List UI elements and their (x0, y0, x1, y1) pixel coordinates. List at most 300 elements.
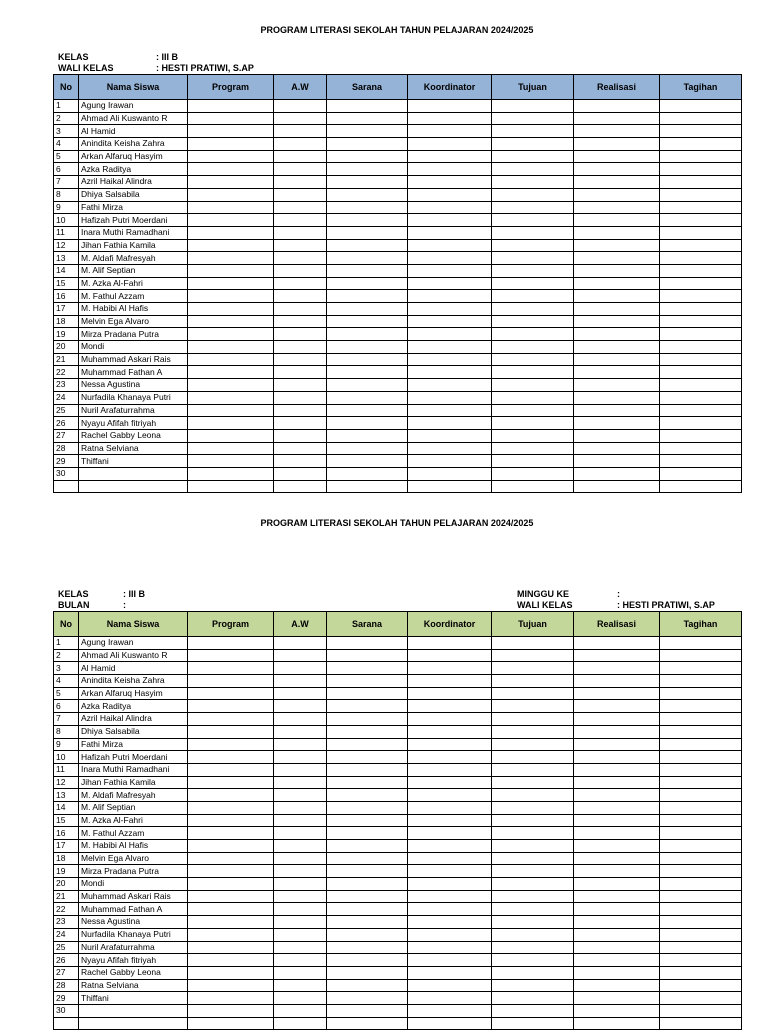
program-cell[interactable] (188, 201, 274, 214)
a-w-cell[interactable] (274, 725, 327, 738)
tujuan-cell[interactable] (492, 239, 574, 252)
sarana-cell[interactable] (327, 417, 408, 430)
tagihan-cell[interactable] (660, 713, 742, 726)
sarana-cell[interactable] (327, 341, 408, 354)
tujuan-cell[interactable] (492, 112, 574, 125)
tujuan-cell[interactable] (492, 391, 574, 404)
empty-cell[interactable] (79, 1017, 188, 1030)
tagihan-cell[interactable] (660, 239, 742, 252)
koordinator-cell[interactable] (408, 125, 492, 138)
koordinator-cell[interactable] (408, 252, 492, 265)
sarana-cell[interactable] (327, 814, 408, 827)
sarana-cell[interactable] (327, 176, 408, 189)
realisasi-cell[interactable] (574, 201, 660, 214)
program-cell[interactable] (188, 226, 274, 239)
empty-cell[interactable] (408, 1017, 492, 1030)
tujuan-cell[interactable] (492, 176, 574, 189)
student-name-cell[interactable]: Fathi Mirza (79, 201, 188, 214)
empty-cell[interactable] (274, 480, 327, 493)
tagihan-cell[interactable] (660, 429, 742, 442)
sarana-cell[interactable] (327, 662, 408, 675)
student-name-cell[interactable]: Nyayu Afifah fitriyah (79, 954, 188, 967)
tagihan-cell[interactable] (660, 315, 742, 328)
program-cell[interactable] (188, 341, 274, 354)
realisasi-cell[interactable] (574, 315, 660, 328)
a-w-cell[interactable] (274, 814, 327, 827)
sarana-cell[interactable] (327, 138, 408, 151)
sarana-cell[interactable] (327, 840, 408, 853)
program-cell[interactable] (188, 675, 274, 688)
realisasi-cell[interactable] (574, 687, 660, 700)
student-name-cell[interactable]: Mirza Pradana Putra (79, 865, 188, 878)
sarana-cell[interactable] (327, 239, 408, 252)
student-name-cell[interactable]: Thiffani (79, 455, 188, 468)
a-w-cell[interactable] (274, 878, 327, 891)
tujuan-cell[interactable] (492, 1004, 574, 1017)
student-name-cell[interactable]: Agung Irawan (79, 100, 188, 113)
realisasi-cell[interactable] (574, 954, 660, 967)
tujuan-cell[interactable] (492, 979, 574, 992)
realisasi-cell[interactable] (574, 188, 660, 201)
tujuan-cell[interactable] (492, 366, 574, 379)
tagihan-cell[interactable] (660, 455, 742, 468)
tagihan-cell[interactable] (660, 277, 742, 290)
tagihan-cell[interactable] (660, 700, 742, 713)
student-name-cell[interactable]: Hafizah Putri Moerdani (79, 751, 188, 764)
koordinator-cell[interactable] (408, 315, 492, 328)
a-w-cell[interactable] (274, 315, 327, 328)
sarana-cell[interactable] (327, 201, 408, 214)
student-name-cell[interactable]: M. Aldafi Mafresyah (79, 252, 188, 265)
a-w-cell[interactable] (274, 391, 327, 404)
a-w-cell[interactable] (274, 801, 327, 814)
student-name-cell[interactable]: Inara Muthi Ramadhani (79, 226, 188, 239)
a-w-cell[interactable] (274, 264, 327, 277)
realisasi-cell[interactable] (574, 814, 660, 827)
realisasi-cell[interactable] (574, 675, 660, 688)
student-name-cell[interactable]: Mirza Pradana Putra (79, 328, 188, 341)
koordinator-cell[interactable] (408, 890, 492, 903)
koordinator-cell[interactable] (408, 328, 492, 341)
tujuan-cell[interactable] (492, 814, 574, 827)
a-w-cell[interactable] (274, 252, 327, 265)
student-name-cell[interactable]: Hafizah Putri Moerdani (79, 214, 188, 227)
student-name-cell[interactable]: Nurfadila Khanaya Putri (79, 391, 188, 404)
program-cell[interactable] (188, 467, 274, 480)
koordinator-cell[interactable] (408, 687, 492, 700)
tagihan-cell[interactable] (660, 341, 742, 354)
a-w-cell[interactable] (274, 328, 327, 341)
program-cell[interactable] (188, 176, 274, 189)
realisasi-cell[interactable] (574, 264, 660, 277)
tagihan-cell[interactable] (660, 138, 742, 151)
koordinator-cell[interactable] (408, 366, 492, 379)
a-w-cell[interactable] (274, 916, 327, 929)
a-w-cell[interactable] (274, 637, 327, 650)
empty-cell[interactable] (79, 480, 188, 493)
empty-cell[interactable] (188, 480, 274, 493)
tujuan-cell[interactable] (492, 442, 574, 455)
koordinator-cell[interactable] (408, 903, 492, 916)
tujuan-cell[interactable] (492, 840, 574, 853)
realisasi-cell[interactable] (574, 941, 660, 954)
tujuan-cell[interactable] (492, 637, 574, 650)
student-name-cell[interactable]: Azka Raditya (79, 163, 188, 176)
koordinator-cell[interactable] (408, 150, 492, 163)
student-name-cell[interactable]: Rachel Gabby Leona (79, 429, 188, 442)
empty-cell[interactable] (660, 480, 742, 493)
empty-cell[interactable] (660, 1017, 742, 1030)
tujuan-cell[interactable] (492, 429, 574, 442)
sarana-cell[interactable] (327, 429, 408, 442)
program-cell[interactable] (188, 366, 274, 379)
tujuan-cell[interactable] (492, 700, 574, 713)
tagihan-cell[interactable] (660, 252, 742, 265)
program-cell[interactable] (188, 637, 274, 650)
tujuan-cell[interactable] (492, 455, 574, 468)
tagihan-cell[interactable] (660, 150, 742, 163)
koordinator-cell[interactable] (408, 404, 492, 417)
program-cell[interactable] (188, 1004, 274, 1017)
tujuan-cell[interactable] (492, 776, 574, 789)
student-name-cell[interactable]: Mondi (79, 878, 188, 891)
tujuan-cell[interactable] (492, 252, 574, 265)
a-w-cell[interactable] (274, 112, 327, 125)
student-name-cell[interactable]: Anindita Keisha Zahra (79, 138, 188, 151)
tagihan-cell[interactable] (660, 928, 742, 941)
sarana-cell[interactable] (327, 687, 408, 700)
a-w-cell[interactable] (274, 662, 327, 675)
a-w-cell[interactable] (274, 366, 327, 379)
student-name-cell[interactable]: Fathi Mirza (79, 738, 188, 751)
realisasi-cell[interactable] (574, 827, 660, 840)
student-name-cell[interactable]: Ratna Selviana (79, 442, 188, 455)
empty-cell[interactable] (54, 480, 79, 493)
program-cell[interactable] (188, 725, 274, 738)
realisasi-cell[interactable] (574, 789, 660, 802)
a-w-cell[interactable] (274, 776, 327, 789)
program-cell[interactable] (188, 163, 274, 176)
program-cell[interactable] (188, 353, 274, 366)
student-name-cell[interactable]: Melvin Ega Alvaro (79, 852, 188, 865)
student-name-cell[interactable]: Melvin Ega Alvaro (79, 315, 188, 328)
a-w-cell[interactable] (274, 827, 327, 840)
student-name-cell[interactable]: Arkan Alfaruq Hasyim (79, 150, 188, 163)
a-w-cell[interactable] (274, 675, 327, 688)
koordinator-cell[interactable] (408, 112, 492, 125)
a-w-cell[interactable] (274, 992, 327, 1005)
a-w-cell[interactable] (274, 687, 327, 700)
program-cell[interactable] (188, 763, 274, 776)
tagihan-cell[interactable] (660, 264, 742, 277)
a-w-cell[interactable] (274, 379, 327, 392)
realisasi-cell[interactable] (574, 391, 660, 404)
student-name-cell[interactable]: Al Hamid (79, 125, 188, 138)
program-cell[interactable] (188, 966, 274, 979)
a-w-cell[interactable] (274, 738, 327, 751)
tagihan-cell[interactable] (660, 979, 742, 992)
a-w-cell[interactable] (274, 214, 327, 227)
a-w-cell[interactable] (274, 903, 327, 916)
koordinator-cell[interactable] (408, 239, 492, 252)
sarana-cell[interactable] (327, 751, 408, 764)
tujuan-cell[interactable] (492, 675, 574, 688)
student-name-cell[interactable]: Nessa Agustina (79, 916, 188, 929)
realisasi-cell[interactable] (574, 328, 660, 341)
sarana-cell[interactable] (327, 878, 408, 891)
tujuan-cell[interactable] (492, 789, 574, 802)
tagihan-cell[interactable] (660, 662, 742, 675)
koordinator-cell[interactable] (408, 865, 492, 878)
tagihan-cell[interactable] (660, 214, 742, 227)
sarana-cell[interactable] (327, 188, 408, 201)
student-name-cell[interactable]: Nurfadila Khanaya Putri (79, 928, 188, 941)
tujuan-cell[interactable] (492, 878, 574, 891)
empty-cell[interactable] (492, 1017, 574, 1030)
realisasi-cell[interactable] (574, 100, 660, 113)
student-name-cell[interactable]: M. Fathul Azzam (79, 290, 188, 303)
koordinator-cell[interactable] (408, 713, 492, 726)
koordinator-cell[interactable] (408, 163, 492, 176)
a-w-cell[interactable] (274, 201, 327, 214)
tagihan-cell[interactable] (660, 789, 742, 802)
sarana-cell[interactable] (327, 941, 408, 954)
koordinator-cell[interactable] (408, 776, 492, 789)
koordinator-cell[interactable] (408, 941, 492, 954)
student-name-cell[interactable]: Azril Haikal Alindra (79, 713, 188, 726)
tagihan-cell[interactable] (660, 353, 742, 366)
sarana-cell[interactable] (327, 675, 408, 688)
tagihan-cell[interactable] (660, 100, 742, 113)
realisasi-cell[interactable] (574, 366, 660, 379)
tagihan-cell[interactable] (660, 776, 742, 789)
program-cell[interactable] (188, 125, 274, 138)
program-cell[interactable] (188, 315, 274, 328)
tagihan-cell[interactable] (660, 226, 742, 239)
tagihan-cell[interactable] (660, 751, 742, 764)
tagihan-cell[interactable] (660, 188, 742, 201)
koordinator-cell[interactable] (408, 214, 492, 227)
sarana-cell[interactable] (327, 865, 408, 878)
sarana-cell[interactable] (327, 890, 408, 903)
realisasi-cell[interactable] (574, 865, 660, 878)
a-w-cell[interactable] (274, 150, 327, 163)
koordinator-cell[interactable] (408, 763, 492, 776)
tagihan-cell[interactable] (660, 417, 742, 430)
student-name-cell[interactable]: Nessa Agustina (79, 379, 188, 392)
sarana-cell[interactable] (327, 738, 408, 751)
empty-cell[interactable] (327, 480, 408, 493)
program-cell[interactable] (188, 738, 274, 751)
tagihan-cell[interactable] (660, 840, 742, 853)
tujuan-cell[interactable] (492, 290, 574, 303)
program-cell[interactable] (188, 404, 274, 417)
sarana-cell[interactable] (327, 649, 408, 662)
tujuan-cell[interactable] (492, 827, 574, 840)
tagihan-cell[interactable] (660, 442, 742, 455)
koordinator-cell[interactable] (408, 391, 492, 404)
tagihan-cell[interactable] (660, 112, 742, 125)
koordinator-cell[interactable] (408, 277, 492, 290)
program-cell[interactable] (188, 303, 274, 316)
tagihan-cell[interactable] (660, 391, 742, 404)
koordinator-cell[interactable] (408, 100, 492, 113)
tujuan-cell[interactable] (492, 150, 574, 163)
student-name-cell[interactable]: Nuril Arafaturrahma (79, 941, 188, 954)
tagihan-cell[interactable] (660, 303, 742, 316)
koordinator-cell[interactable] (408, 637, 492, 650)
program-cell[interactable] (188, 903, 274, 916)
realisasi-cell[interactable] (574, 455, 660, 468)
koordinator-cell[interactable] (408, 878, 492, 891)
student-name-cell[interactable]: Dhiya Salsabila (79, 725, 188, 738)
program-cell[interactable] (188, 890, 274, 903)
tagihan-cell[interactable] (660, 827, 742, 840)
tagihan-cell[interactable] (660, 404, 742, 417)
program-cell[interactable] (188, 713, 274, 726)
student-name-cell[interactable]: Inara Muthi Ramadhani (79, 763, 188, 776)
empty-cell[interactable] (408, 480, 492, 493)
program-cell[interactable] (188, 649, 274, 662)
student-name-cell[interactable]: Muhammad Fathan A (79, 366, 188, 379)
sarana-cell[interactable] (327, 150, 408, 163)
sarana-cell[interactable] (327, 700, 408, 713)
realisasi-cell[interactable] (574, 353, 660, 366)
realisasi-cell[interactable] (574, 429, 660, 442)
sarana-cell[interactable] (327, 379, 408, 392)
tagihan-cell[interactable] (660, 379, 742, 392)
a-w-cell[interactable] (274, 404, 327, 417)
student-name-cell[interactable]: Ratna Selviana (79, 979, 188, 992)
tujuan-cell[interactable] (492, 687, 574, 700)
a-w-cell[interactable] (274, 277, 327, 290)
tagihan-cell[interactable] (660, 637, 742, 650)
program-cell[interactable] (188, 865, 274, 878)
program-cell[interactable] (188, 264, 274, 277)
sarana-cell[interactable] (327, 979, 408, 992)
sarana-cell[interactable] (327, 801, 408, 814)
koordinator-cell[interactable] (408, 467, 492, 480)
realisasi-cell[interactable] (574, 662, 660, 675)
program-cell[interactable] (188, 455, 274, 468)
student-name-cell[interactable]: Jihan Fathia Kamila (79, 776, 188, 789)
realisasi-cell[interactable] (574, 852, 660, 865)
tujuan-cell[interactable] (492, 763, 574, 776)
sarana-cell[interactable] (327, 303, 408, 316)
empty-cell[interactable] (327, 1017, 408, 1030)
student-name-cell[interactable]: Jihan Fathia Kamila (79, 239, 188, 252)
student-name-cell[interactable]: M. Habibi Al Hafis (79, 303, 188, 316)
student-name-cell[interactable]: Anindita Keisha Zahra (79, 675, 188, 688)
koordinator-cell[interactable] (408, 1004, 492, 1017)
program-cell[interactable] (188, 214, 274, 227)
sarana-cell[interactable] (327, 455, 408, 468)
tagihan-cell[interactable] (660, 649, 742, 662)
program-cell[interactable] (188, 328, 274, 341)
sarana-cell[interactable] (327, 328, 408, 341)
tagihan-cell[interactable] (660, 725, 742, 738)
tujuan-cell[interactable] (492, 163, 574, 176)
realisasi-cell[interactable] (574, 417, 660, 430)
realisasi-cell[interactable] (574, 801, 660, 814)
sarana-cell[interactable] (327, 226, 408, 239)
a-w-cell[interactable] (274, 239, 327, 252)
tujuan-cell[interactable] (492, 467, 574, 480)
tujuan-cell[interactable] (492, 277, 574, 290)
tujuan-cell[interactable] (492, 188, 574, 201)
realisasi-cell[interactable] (574, 1004, 660, 1017)
student-name-cell[interactable]: Rachel Gabby Leona (79, 966, 188, 979)
a-w-cell[interactable] (274, 954, 327, 967)
tujuan-cell[interactable] (492, 954, 574, 967)
tujuan-cell[interactable] (492, 890, 574, 903)
tujuan-cell[interactable] (492, 214, 574, 227)
program-cell[interactable] (188, 391, 274, 404)
tujuan-cell[interactable] (492, 341, 574, 354)
sarana-cell[interactable] (327, 277, 408, 290)
tujuan-cell[interactable] (492, 649, 574, 662)
koordinator-cell[interactable] (408, 852, 492, 865)
tagihan-cell[interactable] (660, 201, 742, 214)
tujuan-cell[interactable] (492, 100, 574, 113)
student-name-cell[interactable]: Muhammad Askari Rais (79, 353, 188, 366)
program-cell[interactable] (188, 112, 274, 125)
realisasi-cell[interactable] (574, 467, 660, 480)
tujuan-cell[interactable] (492, 379, 574, 392)
koordinator-cell[interactable] (408, 751, 492, 764)
tagihan-cell[interactable] (660, 890, 742, 903)
realisasi-cell[interactable] (574, 928, 660, 941)
a-w-cell[interactable] (274, 713, 327, 726)
realisasi-cell[interactable] (574, 214, 660, 227)
program-cell[interactable] (188, 954, 274, 967)
a-w-cell[interactable] (274, 649, 327, 662)
realisasi-cell[interactable] (574, 725, 660, 738)
koordinator-cell[interactable] (408, 801, 492, 814)
empty-cell[interactable] (188, 1017, 274, 1030)
realisasi-cell[interactable] (574, 916, 660, 929)
a-w-cell[interactable] (274, 789, 327, 802)
tagihan-cell[interactable] (660, 687, 742, 700)
koordinator-cell[interactable] (408, 379, 492, 392)
koordinator-cell[interactable] (408, 649, 492, 662)
a-w-cell[interactable] (274, 852, 327, 865)
tagihan-cell[interactable] (660, 903, 742, 916)
a-w-cell[interactable] (274, 941, 327, 954)
realisasi-cell[interactable] (574, 163, 660, 176)
realisasi-cell[interactable] (574, 138, 660, 151)
koordinator-cell[interactable] (408, 264, 492, 277)
sarana-cell[interactable] (327, 827, 408, 840)
sarana-cell[interactable] (327, 163, 408, 176)
a-w-cell[interactable] (274, 417, 327, 430)
sarana-cell[interactable] (327, 353, 408, 366)
koordinator-cell[interactable] (408, 954, 492, 967)
sarana-cell[interactable] (327, 252, 408, 265)
koordinator-cell[interactable] (408, 226, 492, 239)
program-cell[interactable] (188, 827, 274, 840)
realisasi-cell[interactable] (574, 890, 660, 903)
koordinator-cell[interactable] (408, 966, 492, 979)
tagihan-cell[interactable] (660, 738, 742, 751)
program-cell[interactable] (188, 290, 274, 303)
sarana-cell[interactable] (327, 928, 408, 941)
koordinator-cell[interactable] (408, 700, 492, 713)
realisasi-cell[interactable] (574, 903, 660, 916)
tagihan-cell[interactable] (660, 941, 742, 954)
a-w-cell[interactable] (274, 188, 327, 201)
student-name-cell[interactable]: Dhiya Salsabila (79, 188, 188, 201)
